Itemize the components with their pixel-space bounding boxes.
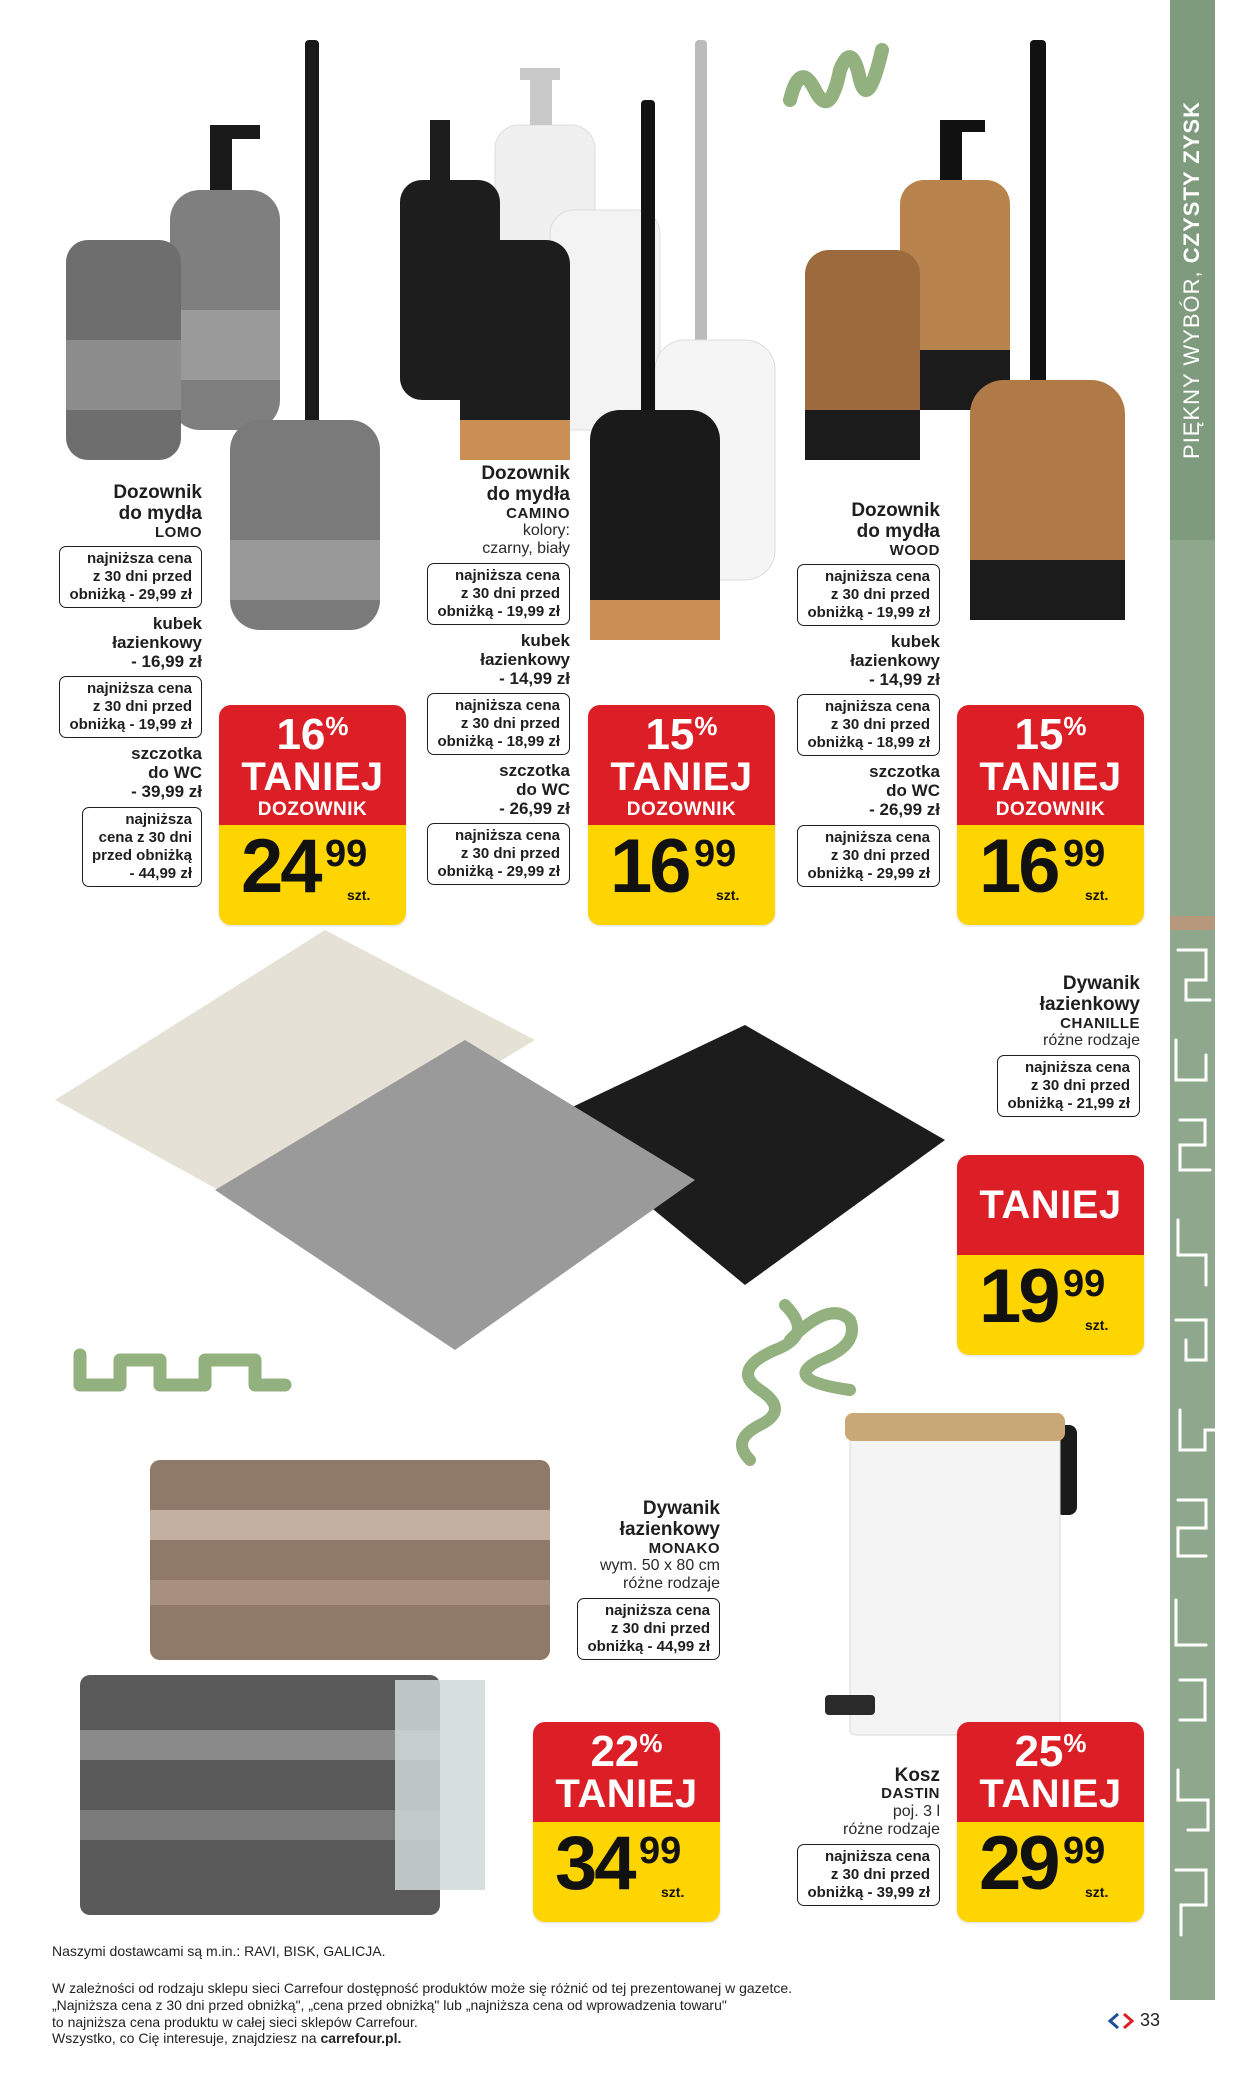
- wood-price-int: 16: [979, 824, 1058, 909]
- wood-lowest-price-box: [797, 564, 940, 626]
- dastin-sub2: różne rodzaje: [843, 1820, 940, 1838]
- legal-footer: [52, 1980, 1052, 2047]
- lomo-szcz-low-line2: cena z 30 dni: [98, 828, 192, 846]
- wood-szczotka-lowest-price-box: [797, 825, 940, 887]
- camino-kubek-line2: łazienkowy: [480, 650, 570, 670]
- wood-kubek-line2: łazienkowy: [850, 651, 940, 671]
- lomo-price-dec: 99: [325, 833, 368, 875]
- lomo-product-info: [40, 482, 202, 887]
- lomo-kubek-line2: łazienkowy: [112, 633, 202, 653]
- lomo-szczotka-lowest-price-box: [82, 807, 202, 887]
- wood-name-line2: do mydła: [856, 521, 940, 543]
- camino-kubek-low-line3: obniżką - 18,99 zł: [437, 733, 560, 751]
- camino-kubek-low-line2: z 30 dni przed: [460, 715, 560, 733]
- side-banner-bold: CZYSTY ZYSK: [1179, 101, 1204, 264]
- wood-szczotka-price: - 26,99 zł: [869, 800, 940, 820]
- lomo-pct-sign: %: [325, 711, 349, 741]
- camino-price-dec: 99: [694, 833, 737, 875]
- lomo-low-line3: obniżką - 29,99 zł: [69, 586, 192, 604]
- chanille-low-line3: obniżką - 21,99 zł: [1007, 1095, 1130, 1113]
- lomo-szczotka-line2: do WC: [148, 763, 202, 783]
- legal-line3: to najniższa cena produktu w całej sieci sklepów Carrefour.: [52, 2013, 418, 2030]
- chanille-price-badge: [957, 1155, 1144, 1355]
- monako-name-line2: łazienkowy: [619, 1519, 720, 1541]
- side-banner: [1175, 30, 1209, 530]
- chanille-price-int: 19: [979, 1254, 1058, 1339]
- camino-pct-sign: %: [694, 711, 718, 741]
- lomo-szczotka-price: - 39,99 zł: [131, 782, 202, 802]
- dastin-price-dec: 99: [1063, 1830, 1106, 1872]
- camino-price-badge: [588, 705, 775, 925]
- side-strip-accent: [1170, 916, 1215, 930]
- camino-product-info: [400, 463, 570, 885]
- monako-low-line2: z 30 dni przed: [610, 1620, 710, 1638]
- legal-line2: „Najniższa cena z 30 dni przed obniżką", „cena przed obniżką" lub „najniższa cena od wprowadzenia towaru": [52, 1996, 727, 2013]
- dastin-pct-sign: %: [1063, 1728, 1087, 1758]
- wood-brand: WOOD: [889, 541, 940, 559]
- lomo-kubek-low-line3: obniżką - 19,99 zł: [69, 716, 192, 734]
- lomo-low-line1: najniższa cena: [86, 550, 192, 568]
- monako-price-int: 34: [555, 1821, 634, 1906]
- lomo-taniej: TANIEJ: [241, 755, 384, 799]
- chanille-name-line1: Dywanik: [1062, 973, 1140, 994]
- camino-szczotka-lowest-price-box: [427, 823, 570, 885]
- camino-szczotka-line2: do WC: [516, 780, 570, 800]
- lomo-szczotka-line1: szczotka: [131, 744, 202, 764]
- dastin-name: Kosz: [894, 1765, 940, 1786]
- legal-line4: [52, 2030, 1052, 2047]
- monako-discount-pct: 22: [590, 1727, 640, 1776]
- camino-szcz-low-line2: z 30 dni przed: [460, 845, 560, 863]
- wood-szczotka-line1: szczotka: [869, 762, 940, 782]
- camino-brand: CAMINO: [506, 504, 570, 522]
- wood-price-unit: szt.: [1085, 887, 1109, 903]
- lomo-lowest-price-box: [59, 546, 202, 608]
- wood-low-line3: obniżką - 19,99 zł: [807, 604, 930, 622]
- monako-brand: MONAKO: [648, 1539, 720, 1557]
- wood-discount-pct: 15: [1014, 710, 1064, 759]
- wood-szcz-low-line3: obniżką - 29,99 zł: [807, 864, 930, 882]
- suppliers-note: Naszymi dostawcami są m.in.: RAVI, BISK, GALICJA.: [52, 1943, 386, 1959]
- lomo-szcz-low-line4: - 44,99 zł: [129, 864, 192, 882]
- lomo-kubek-lowest-price-box: [59, 676, 202, 738]
- lomo-name-line2: do mydła: [118, 503, 202, 525]
- camino-lowest-price-box: [427, 563, 570, 625]
- dastin-low-line2: z 30 dni przed: [830, 1865, 930, 1883]
- dastin-bin-image: [810, 1395, 1100, 1755]
- dastin-lowest-price-box: [797, 1844, 940, 1906]
- chanille-low-line2: z 30 dni przed: [1030, 1077, 1130, 1095]
- wood-kubek-low-line2: z 30 dni przed: [830, 716, 930, 734]
- camino-colors-line2: czarny, biały: [482, 540, 570, 558]
- chanille-price-unit: szt.: [1085, 1317, 1109, 1333]
- monako-name-line1: Dywanik: [642, 1498, 720, 1519]
- camino-kubek-low-line1: najniższa cena: [454, 697, 560, 715]
- carrefour-link[interactable]: carrefour.pl.: [320, 2030, 402, 2047]
- monako-low-line1: najniższa cena: [604, 1602, 710, 1620]
- wood-taniej: TANIEJ: [979, 755, 1122, 799]
- dastin-price-unit: szt.: [1085, 1884, 1109, 1900]
- lomo-price-badge: [219, 705, 406, 925]
- lomo-price-unit: szt.: [347, 887, 371, 903]
- wood-szcz-low-line2: z 30 dni przed: [830, 846, 930, 864]
- monako-price-unit: szt.: [661, 1884, 685, 1900]
- lomo-szcz-low-line1: najniższa: [125, 810, 192, 828]
- monako-sub2: różne rodzaje: [623, 1575, 720, 1593]
- lomo-kubek-line1: kubek: [152, 614, 202, 634]
- lomo-kubek-price: - 16,99 zł: [131, 652, 202, 672]
- dastin-sub1: poj. 3 l: [892, 1803, 940, 1821]
- lomo-discount-pct: 16: [276, 710, 326, 759]
- legal-line1: W zależności od rodzaju sklepu sieci Carrefour dostępność produktów może się różnić od tej prezentowanej w gazetce.: [52, 1980, 793, 1996]
- chanille-product-info: [940, 973, 1140, 1117]
- camino-low-line2: z 30 dni przed: [460, 585, 560, 603]
- wood-low-line2: z 30 dni przed: [830, 586, 930, 604]
- dastin-low-line3: obniżką - 39,99 zł: [807, 1883, 930, 1901]
- lomo-szcz-low-line3: przed obniżką: [91, 846, 192, 864]
- lomo-name-line1: Dozownik: [113, 482, 202, 503]
- camino-taniej: TANIEJ: [610, 755, 753, 799]
- monako-low-line3: obniżką - 44,99 zł: [587, 1638, 710, 1656]
- chanille-taniej: TANIEJ: [979, 1183, 1122, 1227]
- dastin-price-int: 29: [979, 1821, 1058, 1906]
- chanille-lowest-price-box: [997, 1055, 1140, 1117]
- camino-szczotka-price: - 26,99 zł: [499, 799, 570, 819]
- chanille-name-line2: łazienkowy: [1039, 994, 1140, 1016]
- dastin-brand: DASTIN: [881, 1785, 940, 1803]
- lomo-low-line2: z 30 dni przed: [92, 568, 192, 586]
- lomo-badge-sublabel: DOZOWNIK: [257, 799, 368, 820]
- monako-pct-sign: %: [639, 1728, 663, 1758]
- dastin-taniej: TANIEJ: [979, 1772, 1122, 1816]
- wood-kubek-low-line1: najniższa cena: [824, 698, 930, 716]
- wood-pct-sign: %: [1063, 711, 1087, 741]
- camino-discount-pct: 15: [645, 710, 695, 759]
- monako-lowest-price-box: [577, 1598, 720, 1660]
- dastin-low-line1: najniższa cena: [824, 1847, 930, 1865]
- page-number: 33: [1140, 2010, 1161, 2030]
- camino-kubek-price: - 14,99 zł: [499, 669, 570, 689]
- maze-pattern-decor: [1170, 930, 1215, 2000]
- wood-kubek-lowest-price-box: [797, 694, 940, 756]
- camino-kubek-lowest-price-box: [427, 693, 570, 755]
- wood-product-info: [770, 500, 940, 887]
- dastin-discount-pct: 25: [1014, 1727, 1064, 1776]
- legal-line4-text: Wszystko, co Cię interesuje, znajdziesz na: [52, 2030, 321, 2047]
- monako-product-info: [520, 1498, 720, 1660]
- wood-kubek-price: - 14,99 zł: [869, 670, 940, 690]
- camino-colors-line1: kolory:: [522, 522, 570, 540]
- chanille-price-dec: 99: [1063, 1263, 1106, 1305]
- monako-taniej: TANIEJ: [555, 1772, 698, 1816]
- dastin-price-badge: [957, 1722, 1144, 1922]
- dastin-product-info: [740, 1765, 940, 1906]
- camino-kubek-line1: kubek: [520, 631, 570, 651]
- wood-name-line1: Dozownik: [851, 500, 940, 521]
- wood-szcz-low-line1: najniższa cena: [824, 828, 930, 846]
- chanille-sub: różne rodzaje: [1043, 1032, 1140, 1050]
- lomo-kubek-low-line1: najniższa cena: [86, 680, 192, 698]
- wood-price-dec: 99: [1063, 833, 1106, 875]
- wood-price-badge: [957, 705, 1144, 925]
- camino-name-line1: Dozownik: [481, 463, 570, 484]
- side-banner-normal: PIĘKNY WYBÓR,: [1179, 270, 1204, 459]
- camino-price-int: 16: [610, 824, 689, 909]
- camino-name-line2: do mydła: [486, 484, 570, 506]
- chanille-brand: CHANILLE: [1060, 1014, 1140, 1032]
- chanille-low-line1: najniższa cena: [1024, 1059, 1130, 1077]
- lomo-price-int: 24: [241, 824, 320, 909]
- wood-kubek-line1: kubek: [890, 632, 940, 652]
- monako-rugs-image: [80, 1450, 580, 1920]
- camino-szcz-low-line3: obniżką - 29,99 zł: [437, 863, 560, 881]
- wood-badge-sublabel: DOZOWNIK: [995, 799, 1106, 820]
- carrefour-logo-icon: [1108, 2012, 1134, 2030]
- wood-low-line1: najniższa cena: [824, 568, 930, 586]
- camino-szcz-low-line1: najniższa cena: [454, 827, 560, 845]
- camino-low-line1: najniższa cena: [454, 567, 560, 585]
- chanille-rugs-image: [55, 930, 955, 1350]
- wood-szczotka-line2: do WC: [886, 781, 940, 801]
- monako-price-badge: [533, 1722, 720, 1922]
- camino-szczotka-line1: szczotka: [499, 761, 570, 781]
- lomo-kubek-low-line2: z 30 dni przed: [92, 698, 192, 716]
- camino-low-line3: obniżką - 19,99 zł: [437, 603, 560, 621]
- monako-sub1: wym. 50 x 80 cm: [599, 1557, 720, 1575]
- camino-badge-sublabel: DOZOWNIK: [626, 799, 737, 820]
- lomo-brand: LOMO: [155, 523, 202, 541]
- wood-kubek-low-line3: obniżką - 18,99 zł: [807, 734, 930, 752]
- monako-price-dec: 99: [639, 1830, 682, 1872]
- camino-price-unit: szt.: [716, 887, 740, 903]
